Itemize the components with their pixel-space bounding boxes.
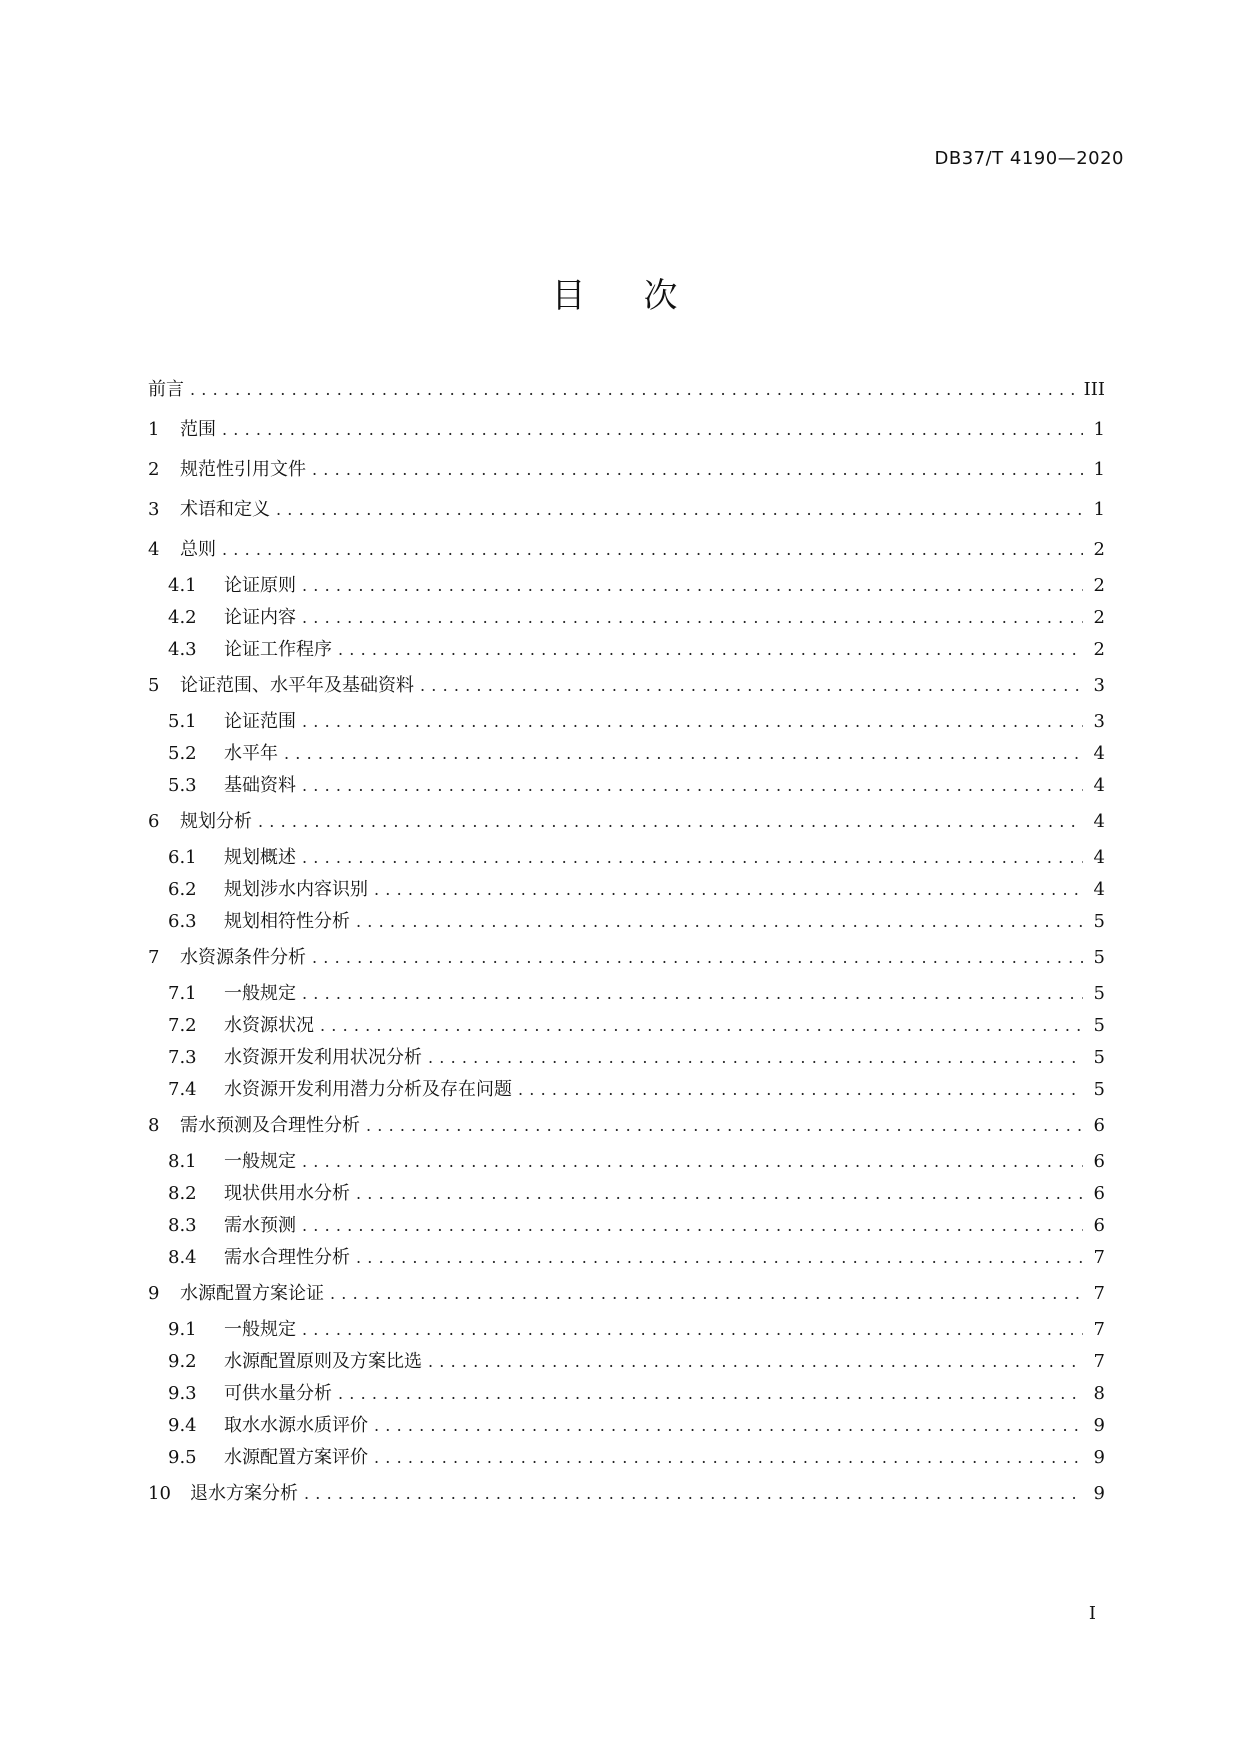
toc-entry-number: 7.4 — [168, 1079, 197, 1100]
toc-entry-number: 9.3 — [168, 1383, 197, 1404]
toc-entry[interactable] — [148, 1274, 1105, 1314]
toc-subentry[interactable] — [148, 1074, 1105, 1106]
toc-subentry[interactable] — [148, 1242, 1105, 1274]
toc-entry-page-number: 9 — [1093, 1483, 1105, 1504]
toc-entry-label: 水资源开发利用潜力分析及存在问题 — [224, 1079, 512, 1100]
toc-entry-page-number: 2 — [1093, 607, 1105, 628]
toc-entry-label: 论证工作程序 — [224, 639, 332, 660]
toc-entry-page-number: 6 — [1093, 1183, 1105, 1204]
toc-subentry[interactable] — [148, 1146, 1105, 1178]
toc-entry-page-number: 8 — [1093, 1383, 1105, 1404]
toc-entry[interactable] — [148, 370, 1105, 410]
toc-entry-label: 水源配置方案论证 — [180, 1283, 324, 1304]
toc-entry[interactable] — [148, 450, 1105, 490]
toc-subentry[interactable] — [148, 1042, 1105, 1074]
toc-entry-label: 需水预测 — [224, 1215, 296, 1236]
toc-subentry[interactable] — [148, 842, 1105, 874]
toc-subentry[interactable] — [148, 1346, 1105, 1378]
toc-subentry[interactable] — [148, 1178, 1105, 1210]
dot-leader — [374, 1446, 1083, 1470]
toc-subentry[interactable] — [148, 602, 1105, 634]
toc-subentry[interactable] — [148, 570, 1105, 602]
toc-entry[interactable] — [148, 410, 1105, 450]
toc-entry-label: 论证范围、水平年及基础资料 — [180, 675, 414, 696]
dot-leader — [420, 674, 1083, 698]
toc-entry-number: 8 — [148, 1115, 160, 1136]
toc-entry-page-number: 4 — [1093, 847, 1105, 868]
toc-entry-page-number: 5 — [1093, 1015, 1105, 1036]
dot-leader — [302, 846, 1083, 870]
toc-entry-label: 规划分析 — [180, 811, 252, 832]
toc-entry-label: 论证内容 — [224, 607, 296, 628]
toc-entry-number: 5.2 — [168, 743, 197, 764]
toc-entry-page-number: 2 — [1093, 575, 1105, 596]
table-of-contents — [148, 370, 1105, 1514]
dot-leader — [302, 1318, 1083, 1342]
toc-entry-label: 基础资料 — [224, 775, 296, 796]
document-code: DB37/T 4190—2020 — [934, 148, 1124, 169]
toc-subentry[interactable] — [148, 770, 1105, 802]
toc-entry-page-number: 5 — [1093, 947, 1105, 968]
toc-entry-label: 现状供用水分析 — [224, 1183, 350, 1204]
toc-subentry[interactable] — [148, 1410, 1105, 1442]
toc-entry-label: 水源配置方案评价 — [224, 1447, 368, 1468]
toc-entry[interactable] — [148, 530, 1105, 570]
toc-entry-number: 6.1 — [168, 847, 197, 868]
toc-entry-number: 7.2 — [168, 1015, 197, 1036]
dot-leader — [190, 378, 1076, 402]
toc-entry-page-number: 3 — [1093, 675, 1105, 696]
toc-entry-page-number: 1 — [1093, 499, 1105, 520]
toc-entry-page-number: 7 — [1093, 1351, 1105, 1372]
toc-entry[interactable] — [148, 666, 1105, 706]
toc-entry-page-number: 9 — [1093, 1415, 1105, 1436]
dot-leader — [374, 1414, 1083, 1438]
toc-entry-number: 8.1 — [168, 1151, 197, 1172]
toc-entry-number: 8.3 — [168, 1215, 197, 1236]
toc-entry-page-number: 2 — [1093, 539, 1105, 560]
dot-leader — [312, 946, 1083, 970]
toc-entry-label: 水资源条件分析 — [180, 947, 306, 968]
toc-entry-number: 7.3 — [168, 1047, 197, 1068]
toc-entry-number: 6.3 — [168, 911, 197, 932]
toc-subentry[interactable] — [148, 906, 1105, 938]
toc-entry-number: 7 — [148, 947, 160, 968]
toc-entry-label: 需水合理性分析 — [224, 1247, 350, 1268]
toc-entry-number: 6.2 — [168, 879, 197, 900]
toc-subentry[interactable] — [148, 1210, 1105, 1242]
toc-entry-page-number: 7 — [1093, 1247, 1105, 1268]
toc-entry-page-number: 2 — [1093, 639, 1105, 660]
toc-subentry[interactable] — [148, 738, 1105, 770]
toc-entry[interactable] — [148, 1106, 1105, 1146]
toc-entry-page-number: 4 — [1093, 743, 1105, 764]
toc-entry-number: 3 — [148, 499, 160, 520]
dot-leader — [356, 910, 1083, 934]
toc-subentry[interactable] — [148, 874, 1105, 906]
dot-leader — [518, 1078, 1083, 1102]
toc-entry-label: 规范性引用文件 — [180, 459, 306, 480]
toc-entry-number: 5 — [148, 675, 160, 696]
dot-leader — [302, 774, 1083, 798]
page-title: 目 次 — [551, 276, 690, 316]
dot-leader — [284, 742, 1083, 766]
toc-entry-number: 4.1 — [168, 575, 197, 596]
toc-entry-label: 水资源开发利用状况分析 — [224, 1047, 422, 1068]
toc-entry-number: 8.4 — [168, 1247, 197, 1268]
toc-entry-label: 总则 — [180, 539, 216, 560]
toc-entry-page-number: 5 — [1093, 911, 1105, 932]
toc-entry-label: 水资源状况 — [224, 1015, 314, 1036]
toc-entry-number: 1 — [148, 419, 160, 440]
toc-entry-page-number: 4 — [1093, 879, 1105, 900]
toc-entry-label: 取水水源水质评价 — [224, 1415, 368, 1436]
toc-entry[interactable] — [148, 802, 1105, 842]
toc-entry-page-number: III — [1083, 379, 1105, 400]
toc-entry-page-number: 7 — [1093, 1283, 1105, 1304]
toc-entry-page-number: 1 — [1093, 419, 1105, 440]
toc-entry-label: 范围 — [180, 419, 216, 440]
toc-entry-label: 退水方案分析 — [190, 1483, 298, 1504]
toc-entry-page-number: 1 — [1093, 459, 1105, 480]
toc-entry-number: 9.5 — [168, 1447, 197, 1468]
toc-entry-number: 4.3 — [168, 639, 197, 660]
toc-entry-page-number: 6 — [1093, 1215, 1105, 1236]
dot-leader — [366, 1114, 1083, 1138]
dot-leader — [338, 638, 1083, 662]
dot-leader — [302, 574, 1083, 598]
toc-subentry[interactable] — [148, 978, 1105, 1010]
toc-entry-number: 5.1 — [168, 711, 197, 732]
dot-leader — [302, 1150, 1083, 1174]
page-folio: I — [1088, 1603, 1096, 1624]
toc-subentry[interactable] — [148, 634, 1105, 666]
toc-entry-number: 6 — [148, 811, 160, 832]
toc-entry-number: 2 — [148, 459, 160, 480]
toc-entry-page-number: 3 — [1093, 711, 1105, 732]
toc-entry-number: 9.2 — [168, 1351, 197, 1372]
dot-leader — [302, 982, 1083, 1006]
toc-entry-number: 5.3 — [168, 775, 197, 796]
toc-entry-label: 一般规定 — [224, 1319, 296, 1340]
toc-entry-label: 论证范围 — [224, 711, 296, 732]
toc-entry-page-number: 4 — [1093, 811, 1105, 832]
dot-leader — [312, 458, 1083, 482]
dot-leader — [222, 538, 1083, 562]
toc-entry-number: 7.1 — [168, 983, 197, 1004]
dot-leader — [304, 1482, 1083, 1506]
dot-leader — [276, 498, 1083, 522]
toc-entry-label: 水源配置原则及方案比选 — [224, 1351, 422, 1372]
dot-leader — [338, 1382, 1083, 1406]
toc-entry-page-number: 5 — [1093, 1079, 1105, 1100]
toc-entry-page-number: 9 — [1093, 1447, 1105, 1468]
toc-entry-page-number: 4 — [1093, 775, 1105, 796]
toc-entry-label: 术语和定义 — [180, 499, 270, 520]
toc-entry-label: 规划涉水内容识别 — [224, 879, 368, 900]
dot-leader — [356, 1246, 1083, 1270]
dot-leader — [330, 1282, 1083, 1306]
dot-leader — [302, 1214, 1083, 1238]
toc-entry-number: 9.1 — [168, 1319, 197, 1340]
toc-entry[interactable] — [148, 1474, 1105, 1514]
dot-leader — [302, 710, 1083, 734]
toc-entry-page-number: 6 — [1093, 1115, 1105, 1136]
toc-entry-page-number: 5 — [1093, 1047, 1105, 1068]
toc-subentry[interactable] — [148, 1378, 1105, 1410]
toc-entry-label: 规划相符性分析 — [224, 911, 350, 932]
toc-entry-label: 一般规定 — [224, 983, 296, 1004]
toc-entry-number: 9 — [148, 1283, 160, 1304]
toc-entry-number: 10 — [148, 1483, 171, 1504]
dot-leader — [428, 1046, 1083, 1070]
dot-leader — [222, 418, 1083, 442]
toc-entry-label: 需水预测及合理性分析 — [180, 1115, 360, 1136]
toc-entry-number: 9.4 — [168, 1415, 197, 1436]
toc-subentry[interactable] — [148, 706, 1105, 738]
toc-subentry[interactable] — [148, 1314, 1105, 1346]
toc-entry-label: 前言 — [148, 379, 184, 400]
toc-entry-page-number: 6 — [1093, 1151, 1105, 1172]
toc-entry-label: 水平年 — [224, 743, 278, 764]
toc-entry-number: 4.2 — [168, 607, 197, 628]
toc-entry-label: 一般规定 — [224, 1151, 296, 1172]
toc-entry-label: 可供水量分析 — [224, 1383, 332, 1404]
dot-leader — [374, 878, 1083, 902]
toc-entry[interactable] — [148, 938, 1105, 978]
toc-entry-number: 8.2 — [168, 1183, 197, 1204]
dot-leader — [302, 606, 1083, 630]
dot-leader — [356, 1182, 1083, 1206]
toc-entry-label: 规划概述 — [224, 847, 296, 868]
toc-entry-page-number: 5 — [1093, 983, 1105, 1004]
toc-subentry[interactable] — [148, 1442, 1105, 1474]
toc-entry[interactable] — [148, 490, 1105, 530]
dot-leader — [320, 1014, 1083, 1038]
toc-entry-label: 论证原则 — [224, 575, 296, 596]
dot-leader — [258, 810, 1083, 834]
toc-entry-page-number: 7 — [1093, 1319, 1105, 1340]
dot-leader — [428, 1350, 1083, 1374]
toc-subentry[interactable] — [148, 1010, 1105, 1042]
toc-entry-number: 4 — [148, 539, 160, 560]
